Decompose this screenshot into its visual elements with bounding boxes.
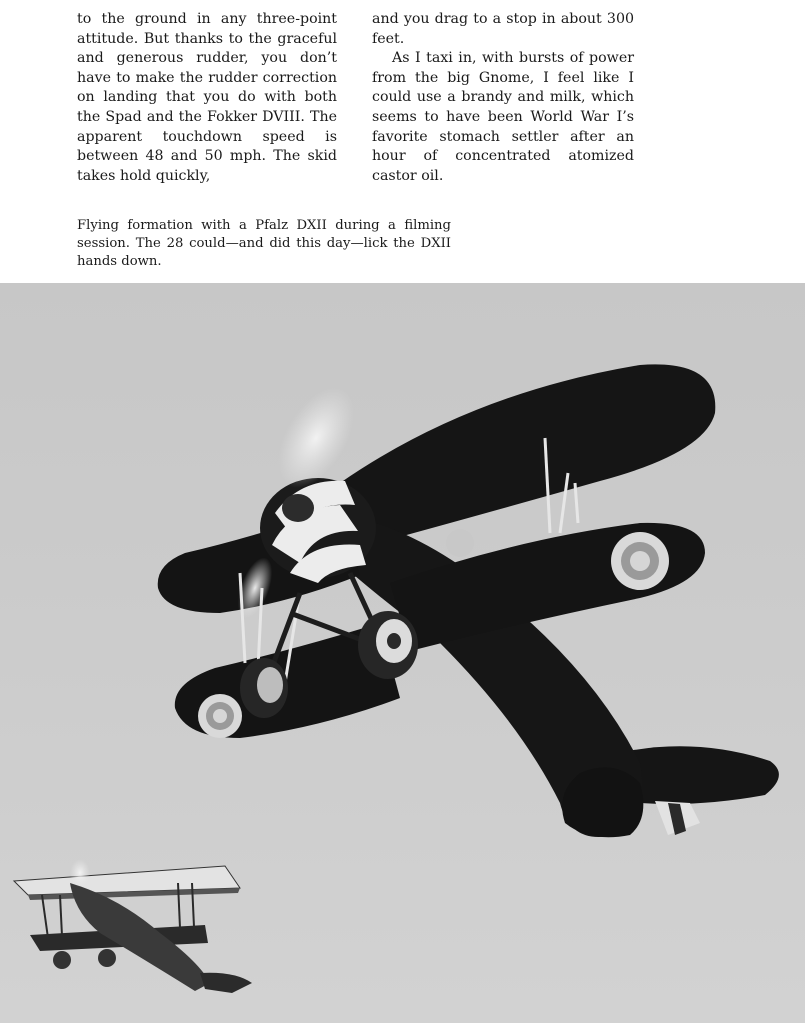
article-right-column [372, 10, 634, 186]
article-paragraph: and you drag to a stop in about 300 feet. [372, 11, 634, 47]
biplane-illustration [0, 283, 805, 1023]
landing-wheel-left [240, 658, 288, 718]
roundel-right-wing [611, 532, 669, 590]
photo-caption: Flying formation with a Pfalz DXII during a filming session. The 28 could—and did this day—lick the DXII hands down. [77, 218, 451, 269]
article-paragraph: to the ground in any three-point attitude. But thanks to the graceful and generous rudder, you don’t have to make the rudder correction on landing that you do with both the Spad and the Fokker DVIII. The apparent touchdown speed is between 48 and 50 mph. The skid takes hold quickly, [77, 11, 337, 184]
tail-stabilizer [628, 746, 779, 804]
roundel-fuselage [446, 529, 474, 557]
pfalz-dxii-biplane [14, 859, 252, 993]
upper-wing [336, 364, 715, 545]
article-paragraph: As I taxi in, with bursts of power from the big Gnome, I feel like I could use a brandy and milk, which seems to have been World War I’s favorite stomach settler after an hour of concentrated atomized castor oil. [372, 50, 634, 184]
photograph-biplanes [0, 283, 805, 1023]
landing-wheel-right [358, 611, 418, 679]
roundel-left-wing [198, 694, 242, 738]
article-left-column [77, 10, 337, 186]
nieuport-28-biplane [158, 364, 779, 837]
pfalz-wheel [53, 951, 71, 969]
